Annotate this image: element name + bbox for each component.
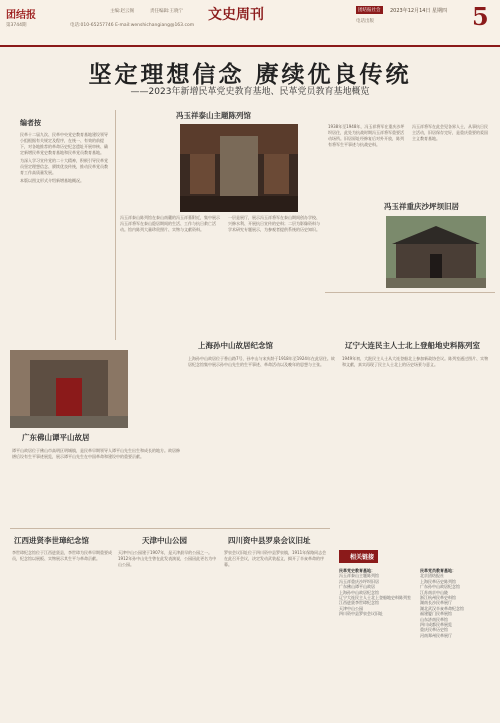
former-residence-image (10, 350, 128, 428)
divider (10, 528, 330, 529)
section-title: 文史周刊 (208, 7, 264, 23)
related-links-header: 相关链接 (339, 550, 378, 563)
newspaper-logo: 团结报 (6, 10, 36, 21)
section-1-title: 冯玉祥泰山主题陈列馆 (176, 111, 251, 120)
link-icon (343, 555, 348, 560)
main-title: 坚定理想信念 赓续优良传统 (88, 61, 412, 88)
section-7-title: 天津中山公园 (142, 536, 187, 545)
divider (325, 292, 495, 293)
section-1-photo (180, 124, 298, 212)
proof-editor: 责任编辑:王晓宁 (150, 9, 184, 14)
column-divider (115, 110, 116, 340)
section-5-text: 1949年初，大批民主人士从大连登船北上参加新政协会议。陈列室通过图片、实物和文献，真实再现了民主人士北上的历史场景与意义。 (342, 356, 489, 367)
section-1-text-b: 一层是展厅，展示冯玉祥将军在泰山期间创办学校、兴修水利、开展抗日宣传的史料；二层为影像资料与学术研究专题展示，为参观者提供系统的历史知识。 (228, 215, 320, 232)
page-number: 5 (472, 2, 489, 31)
residence-image (386, 216, 486, 288)
subtitle: ——2023年新增民革党史教育基地、民革党员教育基地概览 (130, 87, 370, 97)
section-3-title: 广东佛山谭平山故居 (22, 433, 90, 442)
section-4-title: 上海孙中山故居纪念馆 (198, 341, 273, 350)
section-1-text-a: 冯玉祥泰山陈列馆在泰山南麓的冯玉祥墓附近，集中展示冯玉祥将军在泰山隐居期间的生活、工作与抗日救亡活动。馆内陈列大量珍贵照片、实物与文献资料。 (120, 215, 220, 232)
section-4-text: 上海孙中山故居位于香山路7号，孙中山与宋庆龄于1918年至1924年在此居住。故居纪念馆集中展示孙中山先生的生平事迹、革命活动以及晚年的思想与主张。 (188, 356, 335, 367)
party-history-list: 民革党史教育基地： 冯玉祥泰山主题陈列馆 冯玉祥重庆沙坪坝旧居 广东佛山谭平山故居 上海孙中山故居纪念馆 辽宁大连民主人士北上登船地史料陈列室 江西进贤李世璋纪念馆 天津中山公园 四川资中县罗泉会议旧址 (339, 568, 411, 617)
section-3-text: 谭平山故居位于佛山市高明区明城镇，是民革早期领导人谭平山先生出生和成长的地方。故居修缮后设有生平事迹展览，展示谭平山先生在中国革命和建设中的重要贡献。 (12, 448, 180, 459)
issue-number: 第3744期 (6, 23, 27, 28)
section-3-photo (10, 350, 128, 428)
section-2-text-b: 冯玉祥将军在此会见各界人士，从事抗日民主活动，旧居保存完好，是重庆重要的爱国主义教育基地。 (412, 124, 488, 141)
chief-editor: 主编:赵云阁 (110, 9, 135, 14)
editor-note-label: 编者按 (20, 119, 41, 127)
section-8-text: 罗泉会议旧址位于四川资中县罗泉镇，1911年保路同志会在此召开会议，决定发动武装起义，揭开了辛亥革命的序幕。 (224, 550, 327, 567)
contact-line: 电话:010-65257746 E-mail:wenshichangiang@163.com (70, 23, 195, 28)
section-6-text: 李世璋纪念馆位于江西进贤县，李世璋为民革早期重要成员，纪念馆以展板、实物展示其生平与革命贡献。 (12, 550, 112, 561)
exhibit-hall-image (180, 124, 298, 212)
section-8-title: 四川资中县罗泉会议旧址 (228, 536, 311, 545)
tag-sub: 电话出版 (356, 19, 374, 24)
section-2-title: 冯玉祥重庆沙坪坝旧居 (384, 202, 459, 211)
section-2-photo (386, 216, 486, 288)
section-6-title: 江西进贤李世璋纪念馆 (14, 536, 89, 545)
header-rule (0, 45, 500, 47)
tag-badge: 团结报社会 (358, 8, 381, 13)
editor-note: 民革十二届九次、民革中央党史教育基地建设领导小组根据有关规定及程序，在统一、有效的前提下，对各地推荐的革命历史纪念遗址开展审核、确定新增民革党史教育基地和民革党员教育基地。 为深入学习宣传党的二十大精神，积极引导民革党员坚定理想信念、赓续优良传统，推动民革党员教育工作高质量发展。 本版以图文形式介绍新增基地概况。 (20, 132, 108, 183)
member-education-list: 民革党员教育基地： 北京团结报社 上海民革历史陈列馆 广东孙中山故居纪念馆 江苏南京中山陵 浙江杭州民革史料馆 湖南长沙民革展厅 湖北武汉辛亥革命纪念馆 福建厦门民革展馆 山东济南民革馆 四川成都民革展览 重庆民革历史馆 河南郑州民革展厅 (420, 568, 464, 638)
section-5-title: 辽宁大连民主人士北上登船地史料陈列室 (345, 341, 480, 350)
section-7-text: 天津中山公园建于1907年，是天津最早的公园之一。1912年孙中山先生曾在此发表演说，公园因此更名为中山公园。 (118, 550, 217, 567)
issue-date: 2023年12月14日 星期四 (390, 8, 448, 14)
section-2-text-a: 1938年至1948年，冯玉祥将军在重庆沙坪坝居住，此处为抗战时期冯玉祥将军重要活动场所。旧居原址经修复后对外开放，陈列有将军生平事迹与抗战史料。 (328, 124, 405, 147)
